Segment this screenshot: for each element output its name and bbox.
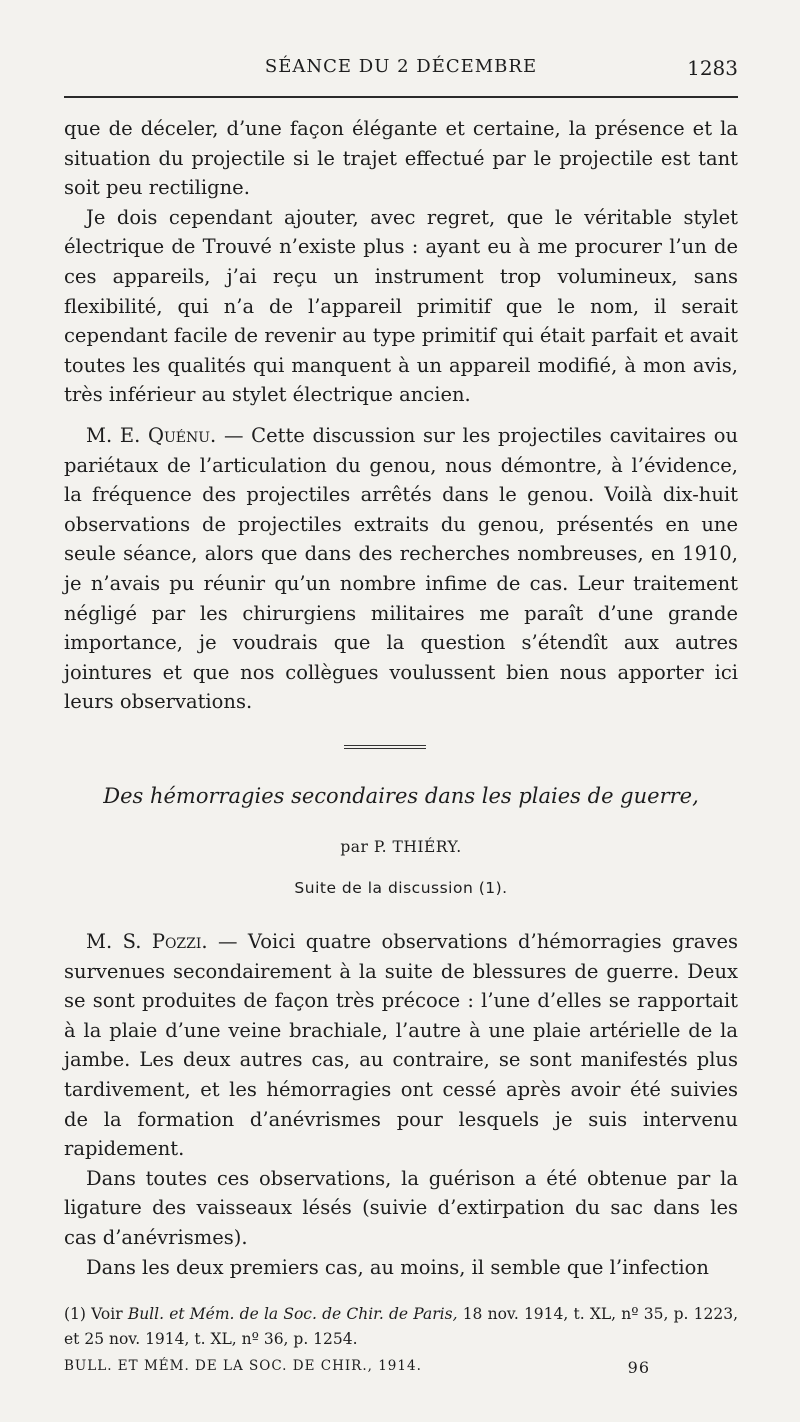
section-separator [344,745,426,749]
paragraph [64,421,738,717]
paragraph: Dans les deux premiers cas, au moins, il semble que l’infection [86,1255,709,1279]
running-title: SÉANCE DU 2 DÉCEMBRE [264,56,538,77]
section-author: par P. THIÉRY. [340,838,462,856]
paragraph [64,927,738,1164]
section-subtitle: Suite de la discussion (1). [294,879,508,897]
running-head [64,56,738,86]
paragraph: Je dois cependant ajouter, avec regret, que le véritable stylet électrique de Trouvé n’existe plus : ayant eu à me procurer l’un de ces appareils, j’ai reçu un instrument trop volumineux, sans flexibilité, qui n’a de l’appareil primitif que le nom, il serait cependant facile de revenir au type primitif qui était parfait et avait toutes les qualités qui manquent à un appareil modifié, à mon avis, très inférieur au stylet électrique ancien. [64,205,738,407]
page-number: 1283 [687,56,738,80]
quenu-remarks [64,421,738,717]
section-title: Des hémorragies secondaires dans les plaies de guerre, [103,784,699,808]
header-rule [64,96,738,98]
speaker-name: M. E. Quénu. [86,424,217,447]
signature-text: BULL. ET MÉM. DE LA SOC. DE CHIR., 1914. [64,1358,422,1374]
speech-text: — Voici quatre observations d’hémorragies graves survenues secondairement à la suite de blessures de guerre. Deux se sont produites de façon très précoce : l’une d’elles se rapportait à la plaie d’une veine brachiale, l’autre à une plaie artérielle de la jambe. Les deux autres cas, au contraire, se sont manifestés plus tardivement, et les hémorragies ont cessé après avoir été suivies de la formation d’anévrismes pour lesquels je suis intervenu rapidement. [64,930,738,1161]
speech-text: — Cette discussion sur les projectiles cavitaires ou pariétaux de l’articulation du genou, nous démontre, à l’évidence, la fréquence des projectiles arrêtés dans le genou. Voilà dix-huit observations de projectiles extraits du genou, présentés en une seule séance, alors que dans des recherches nombreuses, en 1910, je n’avais pu réunir qu’un nombre infime de cas. Leur traitement négligé par les chirurgiens militaires me paraît d’une grande importance, je voudrais que la question s’étendît aux autres jointures et que nos collègues voulussent bien nous apporter ici leurs observations. [64,424,738,714]
signature-number: 96 [627,1358,650,1377]
pozzi-remarks [64,927,738,1282]
continued-paragraphs [64,114,738,410]
footnote-marker: (1) Voir [64,1305,128,1323]
speaker-name: M. S. Pozzi. [86,930,208,953]
signature-line [64,1358,738,1377]
paragraph: Dans toutes ces observations, la guérison a été obtenue par la ligature des vaisseaux lésés (suivie d’extirpation du sac dans les cas d’anévrismes). [64,1166,738,1249]
paragraph: que de déceler, d’une façon élégante et certaine, la présence et la situation du projectile si le trajet effectué par le projectile est tant soit peu rectiligne. [64,117,738,200]
footnote-reference: Bull. et Mém. de la Soc. de Chir. de Paris, [127,1305,458,1323]
footnote-details: 18 nov. 1914, t. XL, nº 35, p. 1223, et 25 nov. 1914, t. XL, nº 36, p. 1254. [64,1305,739,1348]
footnote [64,1302,738,1352]
